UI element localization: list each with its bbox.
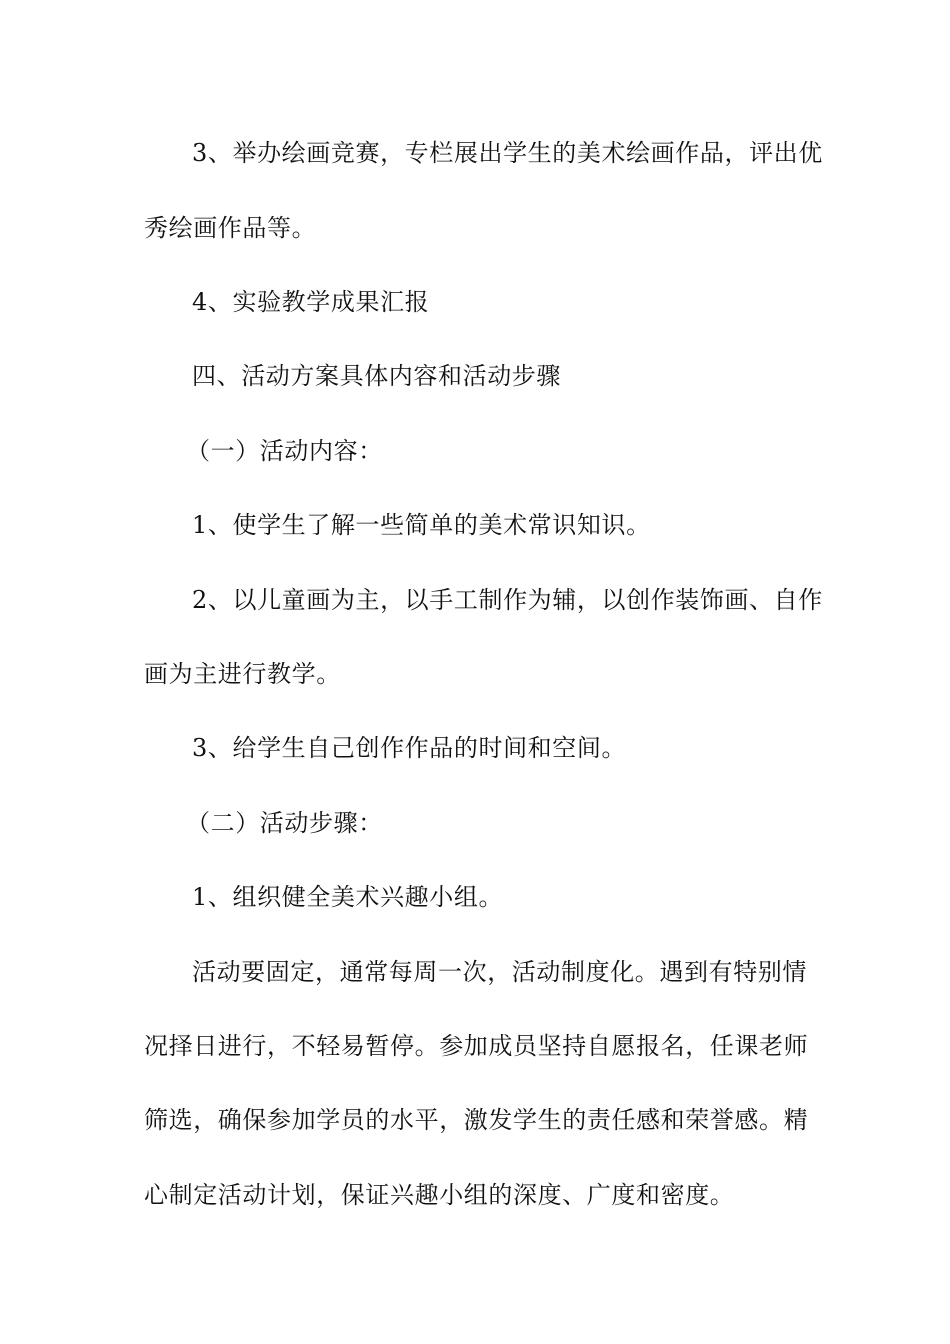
subheading-content: （一）活动内容： [186, 437, 383, 465]
paragraph-line-8: 画为主进行教学。 [144, 660, 341, 688]
paragraph-line-2: 秀绘画作品等。 [144, 214, 317, 242]
paragraph-line-13: 况择日进行，不轻易暂停。参加成员坚持自愿报名，任课老师 [144, 1032, 809, 1060]
paragraph-line-14: 筛选，确保参加学员的水平，激发学生的责任感和荣誉感。精 [144, 1106, 809, 1134]
section-heading: 四、活动方案具体内容和活动步骤 [192, 362, 561, 390]
paragraph-line-1: 3、举办绘画竞赛，专栏展出学生的美术绘画作品，评出优 [192, 139, 823, 167]
paragraph-line-6: 1、使学生了解一些简单的美术常识知识。 [192, 511, 651, 539]
paragraph-line-15: 心制定活动计划，保证兴趣小组的深度、广度和密度。 [144, 1181, 735, 1209]
paragraph-line-9: 3、给学生自己创作作品的时间和空间。 [192, 734, 627, 762]
paragraph-line-11: 1、组织健全美术兴趣小组。 [192, 883, 504, 911]
paragraph-line-3: 4、实验教学成果汇报 [192, 288, 430, 316]
subheading-steps: （二）活动步骤： [186, 809, 383, 837]
paragraph-line-7: 2、以儿童画为主，以手工制作为辅，以创作装饰画、自作 [192, 586, 823, 614]
paragraph-line-12: 活动要固定，通常每周一次，活动制度化。遇到有特别情 [192, 958, 807, 986]
